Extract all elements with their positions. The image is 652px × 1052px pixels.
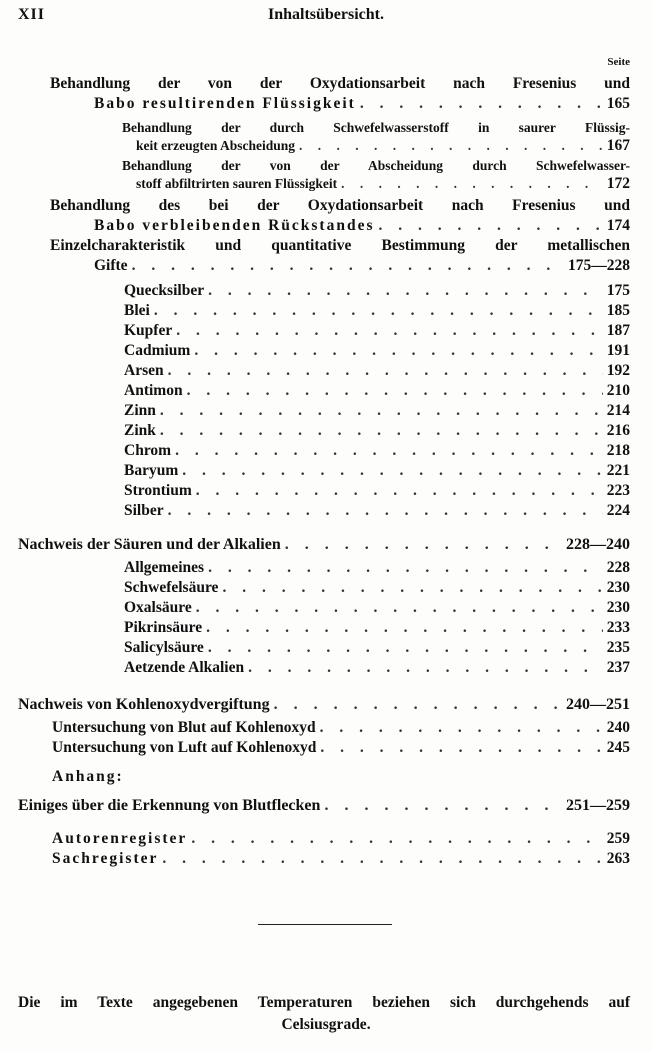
toc-entry-sub2: stoff abfiltrirten sauren Flüssigkeit . . . 172 [136, 174, 630, 194]
toc-section-saeuren: Nachweis der Säuren und der Alkalien . . . 228—240 [18, 535, 630, 555]
toc-entry-kohlenoxyd: Untersuchung von Luft auf Kohlenoxyd . . . 245 [52, 738, 630, 758]
footnote-line1: Die im Texte angegebenen Temperaturen beziehen sich durchgehends auf [18, 994, 630, 1011]
toc-anhang-label: Anhang: [52, 768, 124, 785]
toc-entry-rueckstand-line1: Behandlung des bei der Oxydationsarbeit nach Fresenius und [50, 197, 630, 214]
toc-entry-einzel: Gifte . . . 175—228 [94, 256, 630, 276]
column-header-seite: Seite [607, 56, 630, 68]
toc-entry-metal: Strontium . . . 223 [124, 481, 630, 501]
toc-entry-metal: Cadmium . . . 191 [124, 341, 630, 361]
page-title: Inhaltsübersicht. [267, 6, 385, 23]
toc-entry-saeure: Salicylsäure . . . 235 [124, 638, 630, 658]
divider-rule [258, 924, 392, 925]
toc-entry-metal: Kupfer . . . 187 [124, 321, 630, 341]
toc-entry-einzel-line1: Einzelcharakteristik und quantitative Bestimmung der metallischen [50, 237, 630, 254]
toc-entry-metal: Quecksilber . . . 175 [124, 281, 630, 301]
toc-entry-register: Autorenregister . . . 259 [52, 829, 630, 849]
toc-entry-metal: Arsen . . . 192 [124, 361, 630, 381]
toc-section-blutflecken: Einiges über die Erkennung von Blutflecken . . . 251—259 [18, 796, 630, 816]
toc-entry-saeure: Pikrinsäure . . . 233 [124, 618, 630, 638]
toc-entry-rueckstand: Babo verbleibenden Rückstandes . . . 174 [94, 216, 630, 236]
toc-entry-sub1-line1: Behandlung der durch Schwefelwasserstoff in saurer Flüssig- [122, 120, 630, 135]
toc-entry-metal: Zink . . . 216 [124, 421, 630, 441]
toc-entry-metal: Baryum . . . 221 [124, 461, 630, 481]
toc-entry-sub2-line1: Behandlung der von der Abscheidung durch Schwefelwasser- [122, 158, 630, 173]
toc-entry-metal: Antimon . . . 210 [124, 381, 630, 401]
page-number: XII [18, 6, 46, 23]
toc-entry-saeure: Oxalsäure . . . 230 [124, 598, 630, 618]
toc-entry-saeure: Allgemeines . . . 228 [124, 558, 630, 578]
toc-entry-kohlenoxyd: Untersuchung von Blut auf Kohlenoxyd . . . 240 [52, 718, 630, 738]
footnote-line2: Celsiusgrade. [281, 1016, 371, 1033]
toc-entry-saeure: Aetzende Alkalien . . . 237 [124, 658, 630, 678]
toc-section-kohlenoxyd: Nachweis von Kohlenoxydvergiftung . . . 240—251 [18, 695, 630, 715]
toc-entry-fresenius: Babo resultirenden Flüssigkeit . . . 165 [94, 94, 630, 114]
toc-entry-metal: Zinn . . . 214 [124, 401, 630, 421]
toc-entry-metal: Chrom . . . 218 [124, 441, 630, 461]
toc-entry-saeure: Schwefelsäure . . . 230 [124, 578, 630, 598]
toc-entry-metal: Blei . . . 185 [124, 301, 630, 321]
toc-entry-metal: Silber . . . 224 [124, 501, 630, 521]
toc-entry-sub1: keit erzeugten Abscheidung . . . 167 [136, 136, 630, 156]
toc-entry-register: Sachregister . . . 263 [52, 849, 630, 869]
toc-entry-fresenius-line1: Behandlung der von der Oxydationsarbeit nach Fresenius und [50, 75, 630, 92]
